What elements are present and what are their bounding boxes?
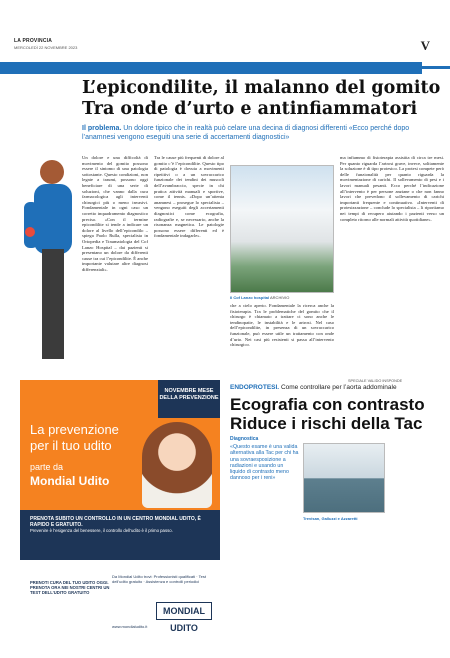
- article-lead: [82, 124, 442, 142]
- caption-text: ARCHIVIO: [270, 295, 290, 300]
- article2-tagline: [230, 384, 397, 391]
- blue-band: [0, 62, 422, 74]
- tagline-text: Come controllare per l’aorta addominale: [280, 384, 397, 391]
- column-1: Un dolore e una difficoltà di movimento del gomito possono essere il sintomo di una patologia sottostante. Questo condizioni, non legate a traumi, possono oggi beneficiare di una serie di soluzioni, che vanno dalla cura farmacologica agli interventi chirurgici più o meno invasivi. Fondamentale in ogni caso un corretto inquadramento diagnostico preciso. «Con il termine epicondilite si tende a indicare un dolore al livello dell’epicondilo – spiega Paolo Rulla, specialista in Ortopedia e Traumatologia del Cof Lanzo Hospital – dai pazienti si presentano un dolore da differenti cause tra cui l’epicondilite. È anche importante valutare altre diagnosi differenziali».: [82, 155, 148, 272]
- ad-callout-text: Prevenire è l’esigenza del benessere, il controllo dell’udito è il primo passo.: [30, 528, 173, 533]
- ad-headline-1: La prevenzione: [30, 422, 119, 437]
- article2-photo: [303, 443, 385, 513]
- mondial-udito-ad[interactable]: [20, 380, 220, 634]
- ad-headline-3: parte da: [30, 462, 64, 472]
- ad-booking: PRENOTI CURA DEL TUO UDITO OGGI. PRENOTA ORA NEI NOSTRI CENTRI UN TEST DELL’UDITO GRATUITO: [30, 580, 110, 595]
- article2-quote: «Questo esame è una valida alternativa alla Tac per chi ha una sovraesposizione a radiazioni e usando un liquido di contrasto meno dannoso per i reni»: [230, 444, 299, 482]
- elbow-illustration: [16, 154, 82, 362]
- ad-headline-2: per il tuo udito: [30, 438, 112, 453]
- ad-brand: Mondial Udito: [30, 474, 110, 488]
- ad-portrait: [142, 422, 212, 508]
- article2-caption-bold: Trevisan, Galluzzi e Azzaretti: [303, 516, 358, 521]
- column-3: che a cielo aperto. Fondamentale la ricerca anche la fisioterapia. Tra le problematiche del gomito che il chirurgo è chiamato a trattare ci sono anche le tendinopatie, le instabilità e le artrosi. Nel caso dell’epicondilite, in presenza di un sovraccarico funzionale, può essere utile un trattamento con onde d’urto. Nei casi più resistenti si passa all’intervento chirurgico.: [230, 303, 334, 348]
- blue-strip: [422, 66, 450, 69]
- ad-callout: [30, 516, 212, 533]
- section-tag: SPECIALE VALIDO INSPONDE: [348, 379, 403, 383]
- lead-text: Un dolore tipico che in realtà può celare una decina di diagnosi differenti «Ecco perché dopo l’anamnesi vengono eseguiti una serie di accertamenti diagnostici»: [82, 125, 410, 141]
- ad-headline: [30, 422, 119, 454]
- column-2: Tra le cause più frequenti di dolore al gomito c’è l’epicondilite. Questo tipo di patologia è dovuta a movimenti ripetitivi o a un sovraccarico funzionale dei tendini dei muscoli dell’avambraccio, specie in chi pratica attività manuali e sportive, come il tennis. «Dopo un’attenta anamnesi – prosegue lo specialista – vengono eseguiti degli accertamenti diagnostici come ecografia, radiografie e, se necessario, anche la risonanza magnetica. Le patologie possono essere differenti ed è fondamentale indagarle».: [154, 155, 224, 239]
- masthead-name: LA PROVINCIA: [14, 38, 53, 44]
- ad-logo: MONDIAL UDITO: [156, 602, 212, 620]
- article-photo: [230, 165, 334, 293]
- ad-brand-info: Da Mondial Udito trovi: Professionisti qualificati · Test dell’udito gratuito · Assistenza e controlli periodici: [112, 574, 206, 584]
- article2-title: Ecografia con contrasto Riduce i rischi della Tac: [230, 395, 425, 433]
- photo-caption: [230, 295, 334, 300]
- ad-badge: NOVEMBRE MESE DELLA PREVENZIONE: [158, 380, 220, 418]
- page-number: V: [420, 38, 430, 53]
- article-title: L’epicondilite, il malanno del gomito Tra onde d’urto e antinfiammatori: [82, 78, 441, 119]
- diagnostic-label: Diagnostica: [230, 436, 259, 442]
- caption-bold: Il Cof Lanzo hospital: [230, 295, 270, 300]
- lead-label: Il problema.: [82, 125, 122, 132]
- article2-caption: [303, 516, 358, 521]
- masthead-date: MERCOLEDÌ 22 NOVEMBRE 2023: [14, 45, 78, 50]
- tagline-bold: ENDOPROTESI.: [230, 384, 280, 391]
- column-5: ma infiammo di fisioterapia assistita di circa tre mesi. Per quanto riguarda l’artrosi grave, invece, solitamente la soluzione è di tipo protesico. La protesi compete però delle funzionalità per quanto riguarda la movimentazione di carichi. Il sollevamento di pesi e i lavori manuali pesanti. Ecco perché l’indicazione all’intervento è per persone anziane o che non fanno lavori che prevedono il sollevamento di carichi importanti frequente e continuativo. «Interventi di protesizzazione – conclude lo specialista – li riportiamo nei tempi di recupero aiutando i pazienti verso un completo ritorno alle normali attività quotidiane».: [340, 155, 444, 222]
- ad-url[interactable]: www.mondialudito.it: [112, 624, 148, 629]
- ad-callout-title: PRENOTA SUBITO UN CONTROLLO IN UN CENTRO MONDIAL UDITO, È RAPIDO E GRATUITO.: [30, 516, 201, 528]
